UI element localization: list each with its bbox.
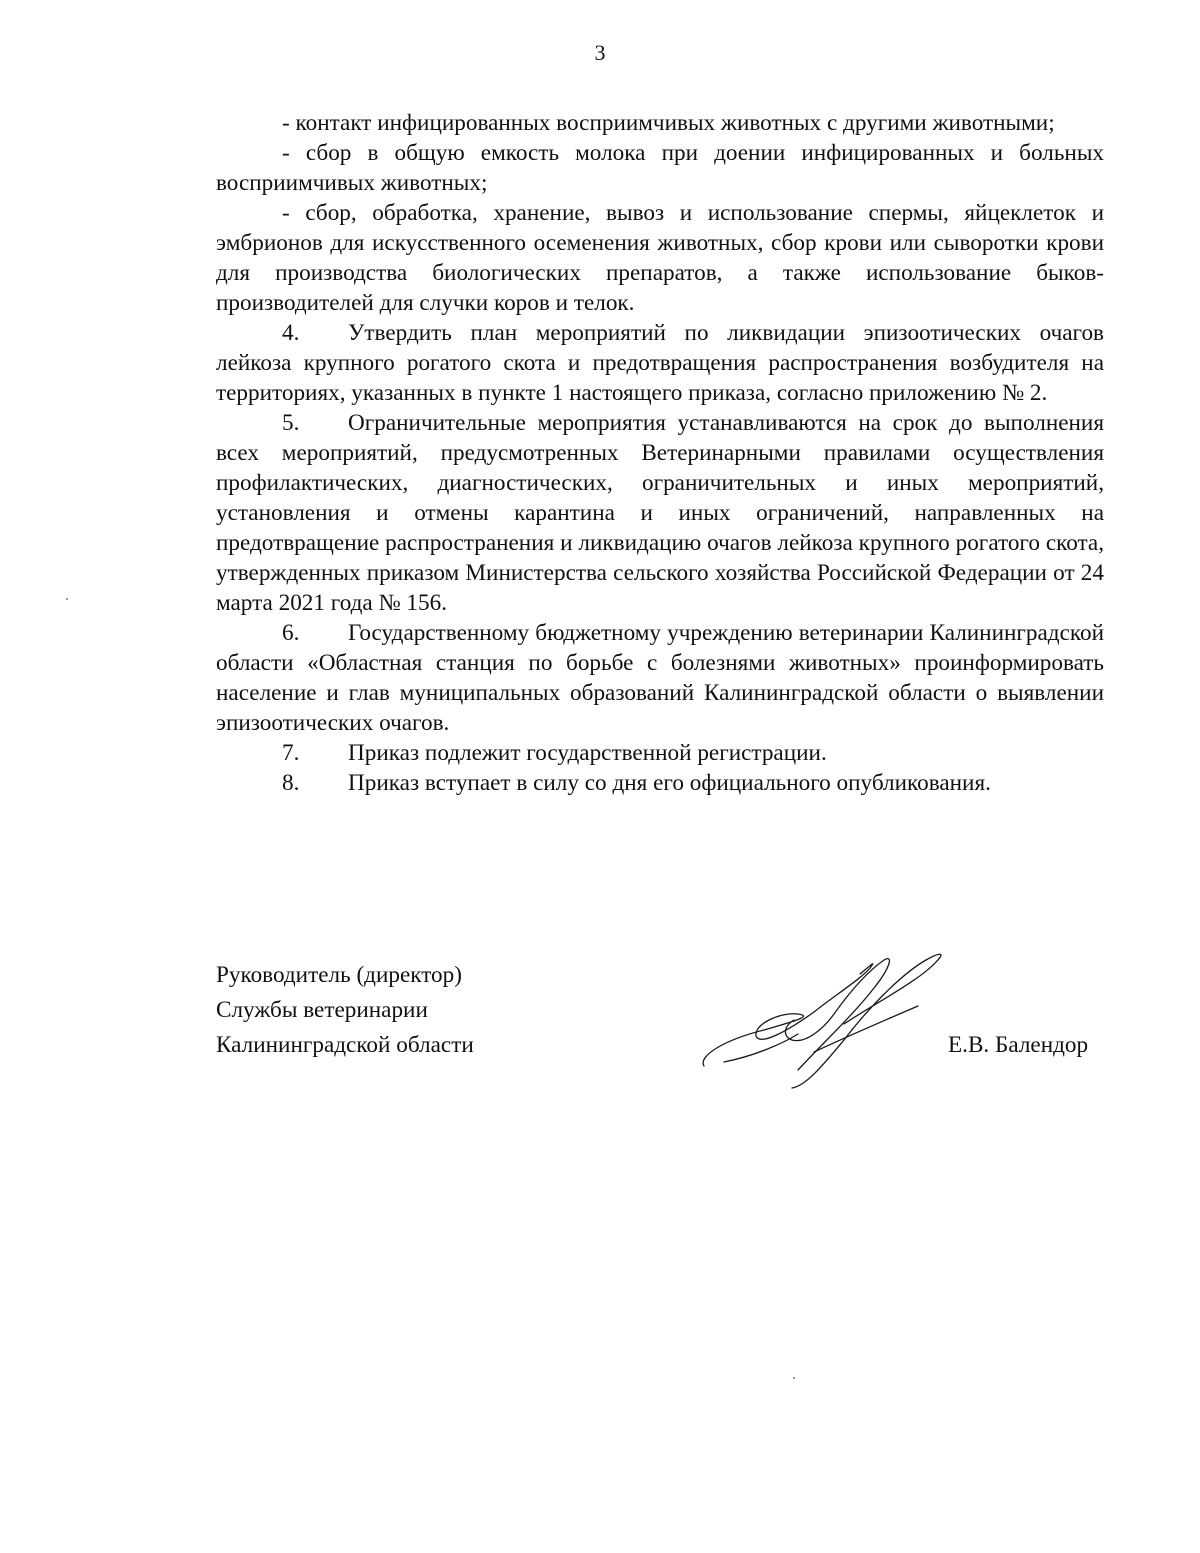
item-text: Приказ вступает в силу со дня его официального опубликования. (348, 770, 991, 796)
item-number: 4. (282, 320, 300, 346)
item-number: 7. (282, 740, 300, 766)
signer-position-line: Калининградской области (216, 1032, 474, 1058)
numbered-item-6 (216, 618, 1104, 738)
item-number: 5. (282, 410, 300, 436)
item-text: Приказ подлежит государственной регистрации. (348, 740, 827, 766)
page-number: 3 (594, 40, 606, 65)
signer-name: Е.В. Балендор (948, 1032, 1089, 1058)
paragraph-contact: - контакт инфицированных восприимчивых животных с другими животными; (282, 110, 1055, 136)
signer-position (216, 958, 474, 1063)
numbered-item-5 (216, 408, 1104, 618)
handwritten-signature (694, 944, 954, 1094)
numbered-item-8 (216, 768, 1104, 798)
signer-position-line: Руководитель (директор) (216, 962, 462, 988)
paragraph-sperm: - сбор, обработка, хранение, вывоз и использование спермы, яйцеклеток и эмбрионов для искусственного осеменения животных, сбор крови или сыворотки крови для производства биологических препаратов, а также использование быков-производителей для случки коров и телок. (216, 200, 1104, 316)
numbered-item-4 (216, 318, 1104, 408)
numbered-item-7 (216, 738, 1104, 768)
item-text: Ограничительные мероприятия устанавливаются на срок до выполнения всех мероприятий, предусмотренных Ветеринарными правилами осуществления профилактических, диагностических, ограничительных и иных мероприятий, установления и отмены карантина и иных ограничений, направленных на предотвращение распространения и ликвидацию очагов лейкоза крупного рогатого скота, утвержденных приказом Министерства сельского хозяйства Российской Федерации от 24 марта 2021 года № 156. (216, 410, 1104, 616)
signer-position-line: Службы ветеринарии (216, 997, 428, 1023)
scan-speck (66, 598, 68, 600)
scan-speck (793, 1377, 795, 1379)
item-number: 8. (282, 770, 300, 796)
item-text: Утвердить план мероприятий по ликвидации эпизоотических очагов лейкоза крупного рогатого скота и предотвращения распространения возбудителя на территориях, указанных в пункте 1 настоящего приказа, согласно приложению № 2. (216, 320, 1104, 406)
document-body (216, 108, 1104, 798)
item-number: 6. (282, 620, 300, 646)
paragraph-milk: - сбор в общую емкость молока при доении инфицированных и больных восприимчивых животных; (216, 140, 1104, 196)
item-text: Государственному бюджетному учреждению ветеринарии Калининградской области «Областная станция по борьбе с болезнями животных» проинформировать население и глав муниципальных образований Калининградской области о выявлении эпизоотических очагов. (216, 620, 1104, 736)
